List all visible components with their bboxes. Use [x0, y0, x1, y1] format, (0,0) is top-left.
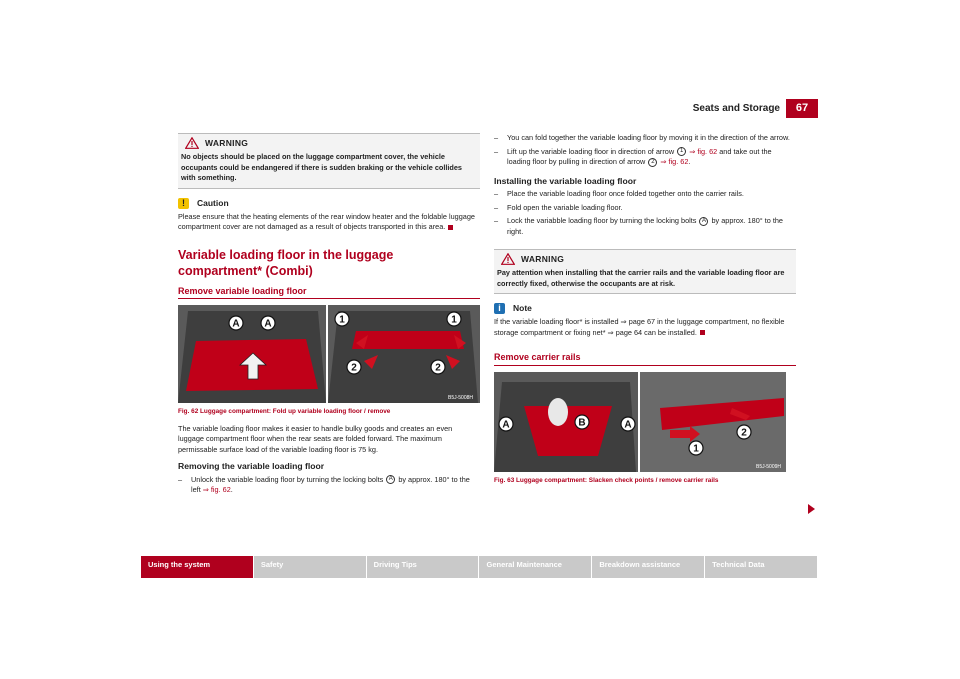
section-end-mark	[448, 225, 453, 230]
footer-tab-using-the-system[interactable]: Using the system	[141, 556, 253, 578]
figure-marker-label: A	[264, 318, 272, 330]
footer-tab-breakdown-assistance[interactable]: Breakdown assistance	[592, 556, 704, 578]
fig-62-link[interactable]: ⇒ fig. 62	[689, 146, 718, 156]
figure-marker-label: 1	[693, 443, 699, 454]
arrow-mark-2: 2	[648, 158, 657, 167]
warning-box	[494, 249, 796, 294]
caution-title: Caution	[197, 197, 229, 208]
caution-heading	[178, 198, 480, 209]
page-header-title: Seats and Storage	[692, 103, 780, 114]
warning-title: WARNING	[521, 253, 565, 264]
note-icon: i	[494, 303, 505, 314]
removing-step: – Unlock the variable loading floor by turning the locking bolts A by approx. 180° to the left ⇒ fig. 62.	[178, 474, 470, 494]
install-step: – Place the variable loading floor once folded together onto the carrier rails.	[494, 189, 744, 198]
figure-63-caption: Fig. 63 Luggage compartment: Slacken check points / remove carrier rails	[494, 476, 719, 484]
note-text: If the variable loading floor* is installed ⇒ page 67 in the luggage compartment, no flexible storage compartment or fixing net* ⇒ page 64 can be installed.	[494, 317, 785, 337]
figure-62-image	[178, 305, 480, 403]
next-page-arrow-icon[interactable]	[808, 504, 815, 514]
figure-code: B5J-5008H	[448, 395, 474, 401]
figure-marker-label: B	[578, 417, 586, 428]
fig-62-link[interactable]: ⇒ fig. 62	[202, 485, 231, 494]
fig-62-link[interactable]: ⇒ fig. 62	[660, 157, 689, 166]
intro-paragraph: The variable loading floor makes it easier to handle bulky goods and creates an even luggage compartment floor when the rear seats are folded forward. The maximum permissable surface load of the variable loading floor is 75 kg.	[178, 423, 453, 454]
page-number: 67	[786, 99, 818, 118]
warning-text: Pay attention when installing that the carrier rails and the variable loading floor are correctly fixed, otherwise the occupants are at risk.	[497, 268, 785, 288]
figure-marker-label: A	[624, 419, 632, 430]
lock-mark: A	[699, 217, 708, 226]
footer-tab-safety[interactable]: Safety	[254, 556, 366, 578]
install-step: – Fold open the variable loading floor.	[494, 202, 623, 212]
install-lock-step: – Lock the variabble loading floor by turning the locking bolts A by approx. 180° to the right.	[494, 216, 783, 236]
left-column	[178, 133, 480, 496]
warning-text: No objects should be placed on the luggage compartment cover, the vehicle occupants could be endangered if there is sudden braking or the vehicle collides with something.	[181, 152, 462, 182]
figure-marker-label: A	[502, 419, 510, 430]
figure-62	[178, 305, 480, 403]
subsection-title: Remove variable loading floor	[178, 286, 480, 300]
warning-title: WARNING	[205, 137, 249, 148]
removing-heading: Removing the variable loading floor	[178, 461, 325, 471]
footer-tab-technical-data[interactable]: Technical Data	[705, 556, 817, 578]
figure-marker-label: A	[232, 318, 240, 330]
figure-marker-label: 2	[351, 362, 357, 374]
install-heading: Installing the variable loading floor	[494, 175, 637, 186]
footer-tab-driving-tips[interactable]: Driving Tips	[367, 556, 479, 578]
figure-63	[494, 372, 796, 472]
warning-box	[178, 133, 480, 189]
note-heading	[494, 303, 796, 314]
lift-step: – Lift up the variable loading floor in direction of arrow 1 ⇒ fig. 62 and take out the loading floor by pulling in direction of arrow 2 ⇒ fig. 62.	[494, 146, 772, 166]
right-column	[494, 133, 796, 486]
figure-62-caption: Fig. 62 Luggage compartment: Fold up variable loading floor / remove	[178, 408, 391, 415]
fold-step: – You can fold together the variable loading floor by moving it in the direction of the arrow.	[494, 133, 790, 142]
figure-code: B5J-5009H	[756, 463, 782, 470]
figure-63-image	[494, 372, 786, 472]
note-title: Note	[513, 303, 532, 314]
figure-marker-label: 2	[435, 362, 441, 374]
lock-mark: A	[386, 475, 395, 484]
rails-title: Remove carrier rails	[494, 352, 796, 366]
warning-triangle-icon	[501, 253, 515, 265]
footer-nav	[141, 556, 818, 578]
section-end-mark	[700, 330, 705, 335]
caution-icon: !	[178, 198, 189, 209]
arrow-mark-1: 1	[677, 147, 686, 156]
section-title: Variable loading floor in the luggage compartment* (Combi)	[178, 247, 394, 278]
figure-marker-label: 1	[451, 314, 457, 326]
figure-marker-label: 1	[339, 314, 345, 326]
caution-text: Please ensure that the heating elements of the rear window heater and the foldable luggage compartment cover are not damaged as a result of objects transported in this area.	[178, 211, 475, 231]
figure-marker-label: 2	[741, 427, 747, 438]
warning-triangle-icon	[185, 137, 199, 149]
footer-tab-general-maintenance[interactable]: General Maintenance	[479, 556, 591, 578]
